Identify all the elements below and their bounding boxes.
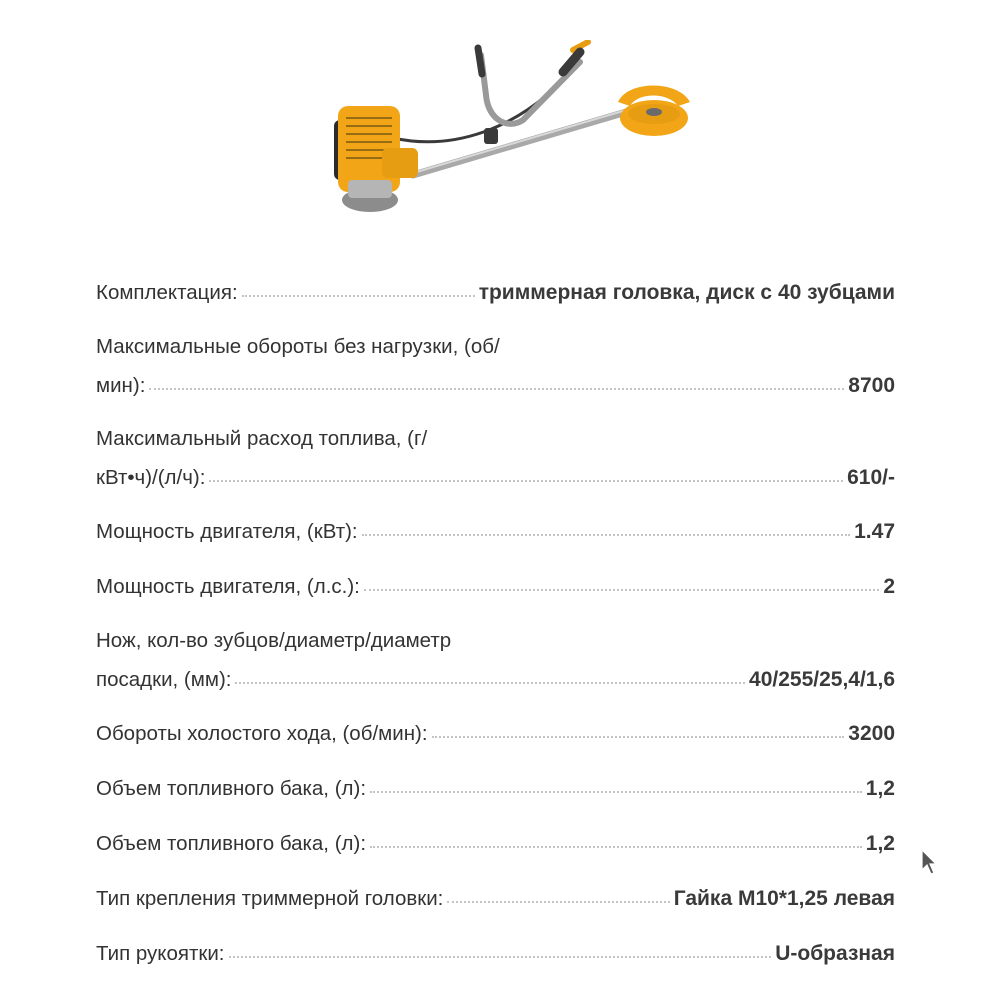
spec-row <box>96 943 895 998</box>
spec-row <box>96 282 895 337</box>
spec-label: Максимальные обороты без нагрузки, (об/ <box>96 335 500 358</box>
spec-row <box>96 576 895 631</box>
dot-leader <box>432 736 845 738</box>
spec-value: 40/255/25,4/1,6 <box>749 668 895 691</box>
spec-value: 1,2 <box>865 832 895 855</box>
spec-row <box>96 723 895 778</box>
dot-leader <box>364 589 879 591</box>
dot-leader <box>362 534 850 536</box>
engine <box>334 106 418 212</box>
spec-label: Объем топливного бака, (л): <box>96 777 367 800</box>
spec-label: Обороты холостого хода, (об/мин): <box>96 722 428 745</box>
spec-label: Мощность двигателя, (л.с.): <box>96 575 360 598</box>
spec-value: 1.47 <box>854 520 895 543</box>
spec-value: Гайка М10*1,25 левая <box>673 887 895 910</box>
dot-leader <box>447 901 669 903</box>
spec-label: Объем топливного бака, (л): <box>96 832 367 855</box>
spec-row <box>96 337 895 429</box>
spec-label: Комплектация: <box>96 281 238 304</box>
cutting-head <box>618 86 690 137</box>
spec-row <box>96 631 895 723</box>
spec-value: 610/- <box>847 466 895 489</box>
spec-label: Максимальный расход топлива, (г/ <box>96 427 428 450</box>
spec-row <box>96 833 895 888</box>
spec-label-continued: кВт•ч)/(л/ч): <box>96 466 206 489</box>
spec-label-continued: мин): <box>96 374 146 397</box>
dot-leader <box>242 295 475 297</box>
spec-value: 1,2 <box>865 777 895 800</box>
dot-leader <box>229 956 772 958</box>
spec-label: Мощность двигателя, (кВт): <box>96 520 358 543</box>
spec-label: Тип крепления триммерной головки: <box>96 887 444 910</box>
mouse-pointer-icon <box>920 848 938 876</box>
spec-value: триммерная головка, диск с 40 зубцами <box>478 281 895 304</box>
spec-label: Нож, кол-во зубцов/диаметр/диаметр <box>96 629 452 652</box>
spec-value: 3200 <box>848 722 895 745</box>
dot-leader <box>209 480 843 482</box>
brush-cutter-image <box>318 40 708 230</box>
spec-value: U-образная <box>775 942 895 965</box>
spec-row <box>96 521 895 576</box>
dot-leader <box>235 682 745 684</box>
spec-label: Тип рукоятки: <box>96 942 225 965</box>
spec-value: 8700 <box>848 374 895 397</box>
specs-list <box>96 282 895 998</box>
spec-value: 2 <box>883 575 895 598</box>
spec-row <box>96 429 895 521</box>
dot-leader <box>149 388 844 390</box>
spec-label-continued: посадки, (мм): <box>96 668 232 691</box>
spec-row <box>96 888 895 943</box>
dot-leader <box>370 846 862 848</box>
spec-row <box>96 778 895 833</box>
dot-leader <box>370 791 862 793</box>
